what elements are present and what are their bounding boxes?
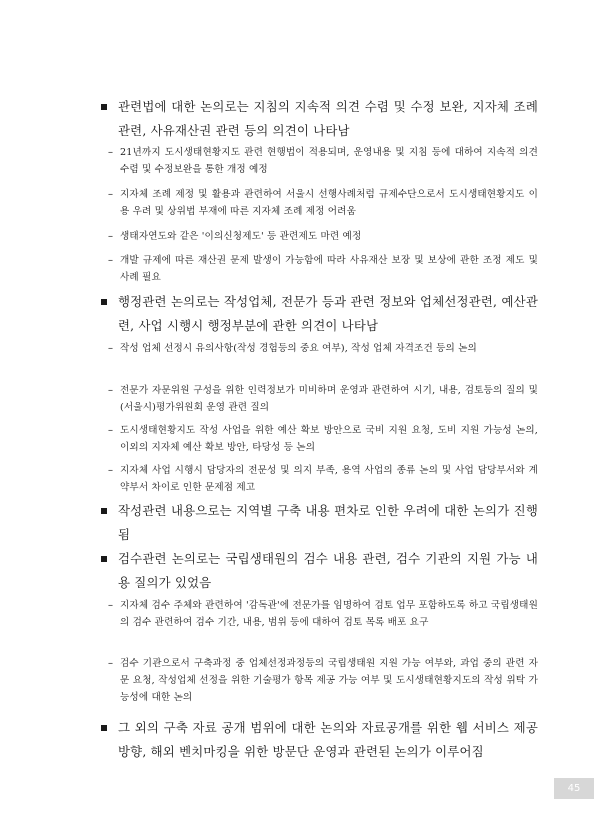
square-bullet-icon (101, 508, 107, 514)
main-bullet-text: 검수관련 논의로는 국립생태원의 검수 내용 관련, 검수 기관의 지원 가능 내용 질의가 있었음 (118, 551, 538, 590)
page-number: 45 (554, 778, 594, 799)
dash-bullet-icon: – (108, 385, 113, 396)
sub-bullet-text: 지자체 조례 제정 및 활용과 관련하여 서울시 선행사례처럼 규제수단으로서 도시생태현황지도 이용 우려 및 상위법 부재에 따른 지자체 조례 제정 어려움 (120, 189, 538, 217)
dash-bullet-icon: – (108, 343, 113, 354)
main-bullet-text: 작성관련 내용으로는 지역별 구축 내용 편차로 인한 우려에 대한 논의가 진행됨 (118, 503, 538, 542)
dash-bullet-icon: – (108, 658, 113, 669)
sub-bullet-text: 생태자연도와 같은 '이의신청제도' 등 관련제도 마련 예정 (120, 231, 362, 242)
sub-bullet-text: 21년까지 도시생태현황지도 관련 현행법이 적용되며, 운영내용 및 지침 등에 대하여 지속적 의견 수렴 및 수정보완을 통한 개정 예정 (120, 147, 538, 175)
sub-bullet-text: 전문가 자문위원 구성을 위한 인력정보가 미비하며 운영과 관련하여 시기, 내용, 검토등의 질의 및 (서울시)평가위원회 운영 관련 질의 (120, 385, 538, 413)
sub-bullet-text: 지자체 사업 시행시 담당자의 전문성 및 의지 부족, 용역 사업의 종류 논의 및 사업 담당부서와 계약부서 차이로 인한 문제점 제고 (120, 465, 538, 493)
main-bullet-text: 관련법에 대한 논의로는 지침의 지속적 의견 수렴 및 수정 보완, 지자체 조례 관련, 사유재산권 관련 등의 의견이 나타남 (118, 99, 538, 138)
square-bullet-icon (101, 104, 107, 110)
dash-bullet-icon: – (108, 231, 113, 242)
dash-bullet-icon: – (108, 147, 113, 158)
square-bullet-icon (101, 299, 107, 305)
dash-bullet-icon: – (108, 189, 113, 200)
sub-bullet-text: 개발 규제에 따른 재산권 문제 발생이 가능함에 따라 사유재산 보장 및 보상에 관한 조정 제도 및 사례 필요 (120, 255, 538, 283)
main-bullet-text: 그 외의 구축 자료 공개 범위에 대한 논의와 자료공개를 위한 웹 서비스 제공 방향, 해외 벤치마킹을 위한 방문단 운영과 관련된 논의가 이루어짐 (118, 720, 538, 759)
square-bullet-icon (101, 556, 107, 562)
dash-bullet-icon: – (108, 425, 113, 436)
dash-bullet-icon: – (108, 465, 113, 476)
dash-bullet-icon: – (108, 255, 113, 266)
sub-bullet-text: 작성 업체 선정시 유의사항(작성 경험등의 중요 여부), 작성 업체 자격조건 등의 논의 (120, 343, 477, 354)
dash-bullet-icon: – (108, 600, 113, 611)
sub-bullet-text: 검수 기관으로서 구축과정 중 업체선정과정등의 국립생태원 지원 가능 여부와, 과업 중의 관련 자문 요청, 작성업체 선정을 위한 기술평가 항목 제공 가능 여부 및 도시생태현황지도의 작성 위탁 가능성에 대한 논의 (120, 658, 538, 703)
sub-bullet-text: 지자체 검수 주체와 관련하여 '감독관'에 전문가를 임명하여 검토 업무 포함하도록 하고 국립생태원의 검수 관련하여 검수 기간, 내용, 범위 등에 대하여 검토 목록 배포 요구 (120, 600, 538, 628)
sub-bullet-text: 도시생태현황지도 작성 사업을 위한 예산 확보 방안으로 국비 지원 요청, 도비 지원 가능성 논의, 이외의 지자체 예산 확보 방안, 타당성 등 논의 (120, 425, 538, 453)
square-bullet-icon (101, 725, 107, 731)
main-bullet-text: 행정관련 논의로는 작성업체, 전문가 등과 관련 정보와 업체선정관련, 예산관련, 사업 시행시 행정부분에 관한 의견이 나타남 (118, 294, 538, 333)
